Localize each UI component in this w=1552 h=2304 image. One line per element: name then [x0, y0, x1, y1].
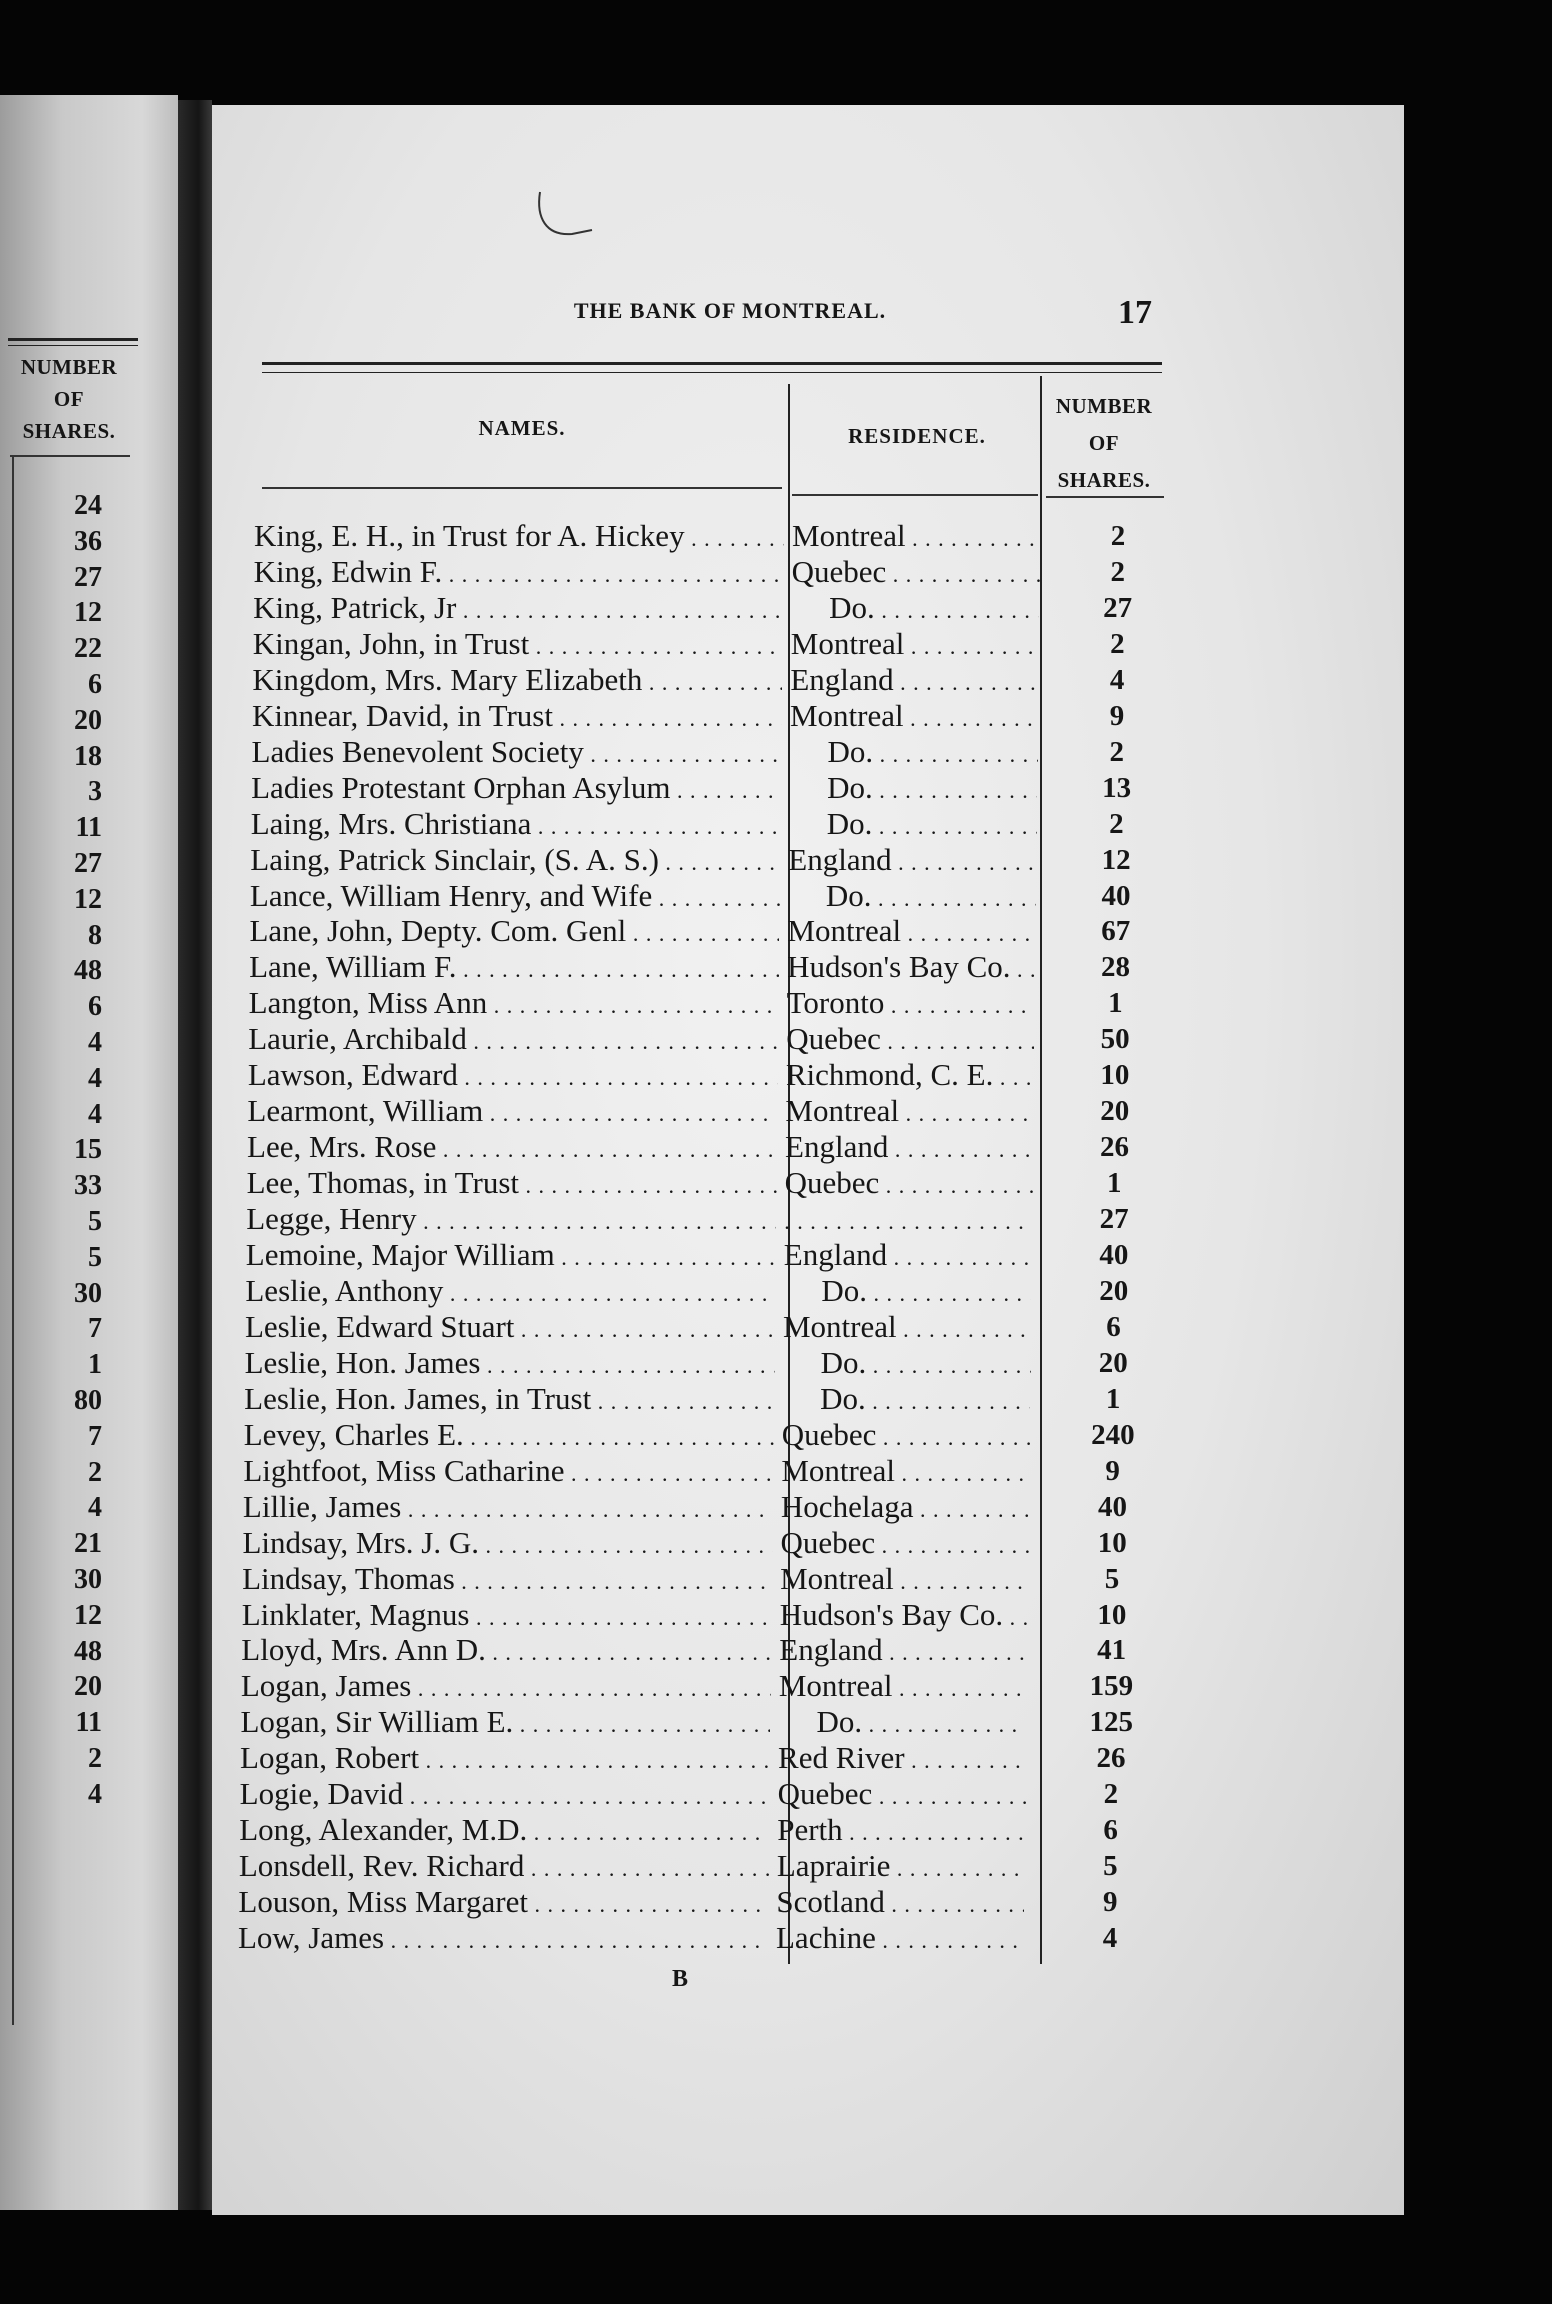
- shareholder-residence: [784, 1201, 1032, 1240]
- table-row: [0, 1453, 1200, 1489]
- table-row: [0, 1201, 1200, 1237]
- left-share-value: 12: [74, 1599, 102, 1631]
- left-share-value: 18: [74, 740, 102, 772]
- shareholder-shares: 4: [1109, 663, 1125, 696]
- left-share-value: 30: [74, 1564, 102, 1595]
- shareholder-residence: Do. . . .: [782, 1381, 1030, 1420]
- left-share-value: 4: [88, 1062, 102, 1094]
- shareholder-residence: Do. . . .: [790, 734, 1038, 773]
- shareholder-shares: 10: [1097, 1598, 1127, 1631]
- table-row: [0, 1668, 1200, 1704]
- table-row: [0, 1237, 1200, 1273]
- table-row: [0, 878, 1200, 914]
- shareholder-name: Lance, William Henry, and Wife . . .: [250, 878, 780, 917]
- table-row: [0, 1309, 1200, 1345]
- left-share-value: 4: [88, 1027, 102, 1058]
- shareholder-shares: 12: [1101, 843, 1131, 876]
- shareholder-shares: 2: [1109, 735, 1125, 768]
- shareholder-residence: Hudson's Bay Co. . . .: [780, 1597, 1028, 1636]
- table-row: [0, 662, 1200, 698]
- shareholder-name: Kinnear, David, in Trust . . .: [252, 698, 782, 737]
- table-row: [0, 1597, 1200, 1633]
- shareholder-residence: Do. . . .: [791, 590, 1039, 629]
- left-share-value: 21: [74, 1528, 102, 1560]
- shareholder-name: Leslie, Hon. James, in Trust . . .: [244, 1381, 774, 1420]
- shareholder-shares: 26: [1100, 1131, 1129, 1164]
- shareholder-name: Levey, Charles E. . . .: [244, 1417, 774, 1456]
- shareholder-residence: Hochelaga . . .: [781, 1489, 1029, 1528]
- shareholder-residence: Quebec . . .: [781, 1525, 1029, 1564]
- shareholder-residence: Montreal . . .: [792, 518, 1040, 557]
- table-row: [0, 1632, 1200, 1668]
- shareholder-shares: 40: [1099, 1239, 1129, 1271]
- left-share-value: 11: [75, 812, 102, 844]
- shareholder-residence: Do. . . .: [783, 1273, 1031, 1312]
- shareholder-shares: 2: [1110, 627, 1125, 660]
- shareholder-name: Logan, James . . .: [241, 1668, 771, 1707]
- left-share-value: 8: [88, 919, 102, 951]
- shareholder-name: Kingan, John, in Trust . . .: [253, 626, 783, 665]
- shareholder-name: Kingdom, Mrs. Mary Elizabeth . . .: [252, 662, 782, 701]
- shareholder-residence: Quebec . . .: [792, 554, 1040, 593]
- shareholder-name: Logan, Robert . . .: [240, 1740, 770, 1779]
- table-row: [0, 1525, 1200, 1561]
- table-row: [0, 518, 1200, 554]
- shareholder-name: Leslie, Edward Stuart . . .: [245, 1309, 775, 1348]
- shareholder-name: Louson, Miss Margaret . . .: [238, 1884, 768, 1923]
- shareholder-name: Lloyd, Mrs. Ann D. . . .: [241, 1632, 771, 1671]
- left-share-value: 11: [75, 1707, 102, 1739]
- shareholder-shares: 50: [1100, 1023, 1130, 1056]
- shareholder-residence: England . . .: [790, 662, 1038, 701]
- shareholder-shares: 67: [1101, 915, 1131, 948]
- shareholder-residence: Montreal . . .: [781, 1453, 1029, 1492]
- shareholder-residence: Montreal . . .: [783, 1309, 1031, 1348]
- shareholder-name: Lindsay, Mrs. J. G. . . .: [243, 1525, 773, 1564]
- shareholder-shares: 2: [1109, 807, 1124, 840]
- shareholder-residence: Quebec . . .: [778, 1776, 1026, 1815]
- shareholder-residence: Do. . . .: [778, 1704, 1026, 1743]
- pencil-mark-icon: [532, 188, 602, 248]
- shareholder-name: King, Patrick, Jr . . .: [253, 590, 783, 629]
- table-row: [0, 626, 1200, 662]
- shareholder-residence: England . . .: [779, 1632, 1027, 1671]
- table-row: [0, 1345, 1200, 1381]
- shareholder-residence: Do. . . .: [789, 806, 1037, 845]
- table-row: [0, 1165, 1200, 1201]
- left-share-value: 48: [74, 955, 102, 987]
- table-row: [0, 1129, 1200, 1165]
- left-share-value: 24: [74, 490, 102, 521]
- shareholder-name: Leslie, Anthony . . .: [245, 1273, 775, 1312]
- table-row: [0, 913, 1200, 949]
- table-top-rule-thin: [262, 372, 1162, 373]
- shareholder-shares: 10: [1100, 1059, 1130, 1092]
- shareholder-name: Logan, Sir William E. . . .: [240, 1704, 770, 1743]
- shareholder-shares: 20: [1098, 1346, 1128, 1379]
- shareholder-name: Lonsdell, Rev. Richard . . .: [239, 1848, 769, 1887]
- left-share-value: 4: [88, 1778, 102, 1810]
- shareholder-residence: Montreal . . .: [791, 626, 1039, 665]
- shareholder-shares: 1: [1108, 987, 1123, 1020]
- names-column-header: NAMES.: [478, 416, 566, 440]
- left-share-value: 27: [74, 561, 102, 593]
- residence-header-rule: [792, 494, 1038, 496]
- left-share-value: 27: [74, 848, 102, 879]
- shareholder-name: Low, James . . .: [238, 1920, 768, 1959]
- table-row: [0, 1273, 1200, 1309]
- shareholder-name: Langton, Miss Ann . . .: [249, 985, 779, 1024]
- shareholder-residence: Red River . . .: [778, 1740, 1026, 1779]
- shareholder-residence: Quebec . . .: [782, 1417, 1030, 1456]
- shareholder-shares: 20: [1100, 1095, 1130, 1128]
- left-header-rule-thin: [8, 345, 138, 346]
- shareholder-shares: 2: [1110, 520, 1126, 552]
- shareholder-name: Laurie, Archibald . . .: [248, 1021, 778, 1060]
- shareholder-residence: Montreal . . .: [790, 698, 1038, 737]
- shareholder-shares: 10: [1097, 1526, 1127, 1559]
- shareholder-name: Lee, Thomas, in Trust . . .: [247, 1165, 777, 1204]
- shareholder-residence: Quebec . . .: [785, 1165, 1033, 1204]
- shareholder-residence: Montreal . . .: [780, 1561, 1028, 1600]
- shareholder-shares: 20: [1099, 1274, 1129, 1307]
- left-share-value: 4: [88, 1098, 102, 1130]
- left-share-value: 6: [88, 991, 102, 1023]
- shareholder-residence: Quebec . . .: [786, 1021, 1034, 1060]
- shareholder-shares: 27: [1103, 591, 1133, 624]
- left-share-value: 33: [74, 1170, 102, 1202]
- shareholder-name: Leslie, Hon. James . . .: [245, 1345, 775, 1384]
- shareholder-name: Lillie, James . . .: [243, 1489, 773, 1528]
- table-row: [0, 1920, 1200, 1956]
- table-row: [0, 734, 1200, 770]
- shareholder-residence: Richmond, C. E. . . .: [786, 1057, 1034, 1096]
- shareholder-name: Lightfoot, Miss Catharine . . .: [243, 1453, 773, 1492]
- shareholder-name: Lawson, Edward . . .: [248, 1057, 778, 1096]
- shareholder-name: Ladies Benevolent Society . . .: [252, 734, 782, 773]
- shareholder-residence: England . . .: [788, 842, 1036, 881]
- shareholder-name: Laing, Mrs. Christiana . . .: [251, 806, 781, 845]
- shareholder-residence: Montreal . . .: [787, 913, 1035, 952]
- table-row: [0, 554, 1200, 590]
- table-row: [0, 1884, 1200, 1920]
- shareholder-residence: Laprairie . . .: [777, 1848, 1025, 1887]
- left-share-value: 36: [74, 525, 102, 557]
- table-row: [0, 590, 1200, 626]
- signature-mark: B: [672, 1966, 689, 1992]
- shareholder-shares: 9: [1109, 699, 1125, 732]
- shareholder-name: Laing, Patrick Sinclair, (S. A. S.) . . .: [250, 842, 780, 881]
- left-share-value: 15: [74, 1134, 102, 1166]
- shareholder-name: Lee, Mrs. Rose . . .: [247, 1129, 777, 1168]
- left-share-value: 4: [88, 1492, 102, 1524]
- table-row: [0, 1093, 1200, 1129]
- shareholder-residence: Perth . . .: [777, 1812, 1025, 1851]
- shareholder-residence: Hudson's Bay Co. . . .: [787, 949, 1035, 988]
- table-row: [0, 1812, 1200, 1848]
- table-row: [0, 1848, 1200, 1884]
- shareholder-shares: 5: [1103, 1850, 1118, 1883]
- left-share-value: 20: [74, 1671, 102, 1703]
- shareholder-residence: Montreal . . .: [785, 1093, 1033, 1132]
- table-row: [0, 770, 1200, 806]
- shareholder-shares: 5: [1104, 1562, 1120, 1595]
- shareholder-name: Learmont, William . . .: [247, 1093, 777, 1132]
- shareholder-shares: 9: [1105, 1454, 1120, 1487]
- shareholder-name: Legge, Henry . . .: [246, 1201, 776, 1240]
- shareholder-shares: 28: [1101, 951, 1131, 984]
- left-share-value: 48: [74, 1635, 102, 1667]
- table-row: [0, 1740, 1200, 1776]
- table-row: [0, 985, 1200, 1021]
- table-top-rule: [262, 362, 1162, 365]
- shares-column-header: NUMBER OF SHARES.: [1055, 394, 1153, 492]
- left-header-rule: [8, 338, 138, 341]
- shareholder-name: Lane, William F. . . .: [249, 949, 779, 988]
- left-share-value: 7: [88, 1420, 102, 1452]
- shareholder-shares: 159: [1089, 1670, 1134, 1703]
- shareholder-residence: England . . .: [785, 1129, 1033, 1168]
- left-share-value: 6: [88, 669, 102, 700]
- residence-column-header: RESIDENCE.: [848, 424, 986, 448]
- table-row: [0, 806, 1200, 842]
- shareholder-name: King, Edwin F. . . .: [254, 554, 784, 593]
- shareholder-name: Logie, David . . .: [240, 1776, 770, 1815]
- left-share-value: 80: [74, 1385, 102, 1416]
- shares-header-rule: [1046, 496, 1164, 498]
- shareholder-name: King, E. H., in Trust for A. Hickey . . .: [254, 518, 784, 557]
- left-share-value: 30: [74, 1277, 102, 1309]
- shareholder-name: Lemoine, Major William . . .: [246, 1237, 776, 1276]
- shareholder-name: Linklater, Magnus . . .: [242, 1597, 772, 1636]
- shareholder-shares: 27: [1099, 1203, 1129, 1236]
- shareholder-residence: Lachine . . .: [776, 1920, 1024, 1959]
- left-share-value: 2: [88, 1456, 102, 1488]
- table-row: [0, 1417, 1200, 1453]
- shareholder-name: Ladies Protestant Orphan Asylum . . .: [251, 770, 781, 809]
- table-row: [0, 1381, 1200, 1417]
- left-shares-column-header: NUMBER OF SHARES.: [20, 355, 118, 443]
- page-number: 17: [1118, 294, 1152, 331]
- left-share-value: 2: [88, 1743, 102, 1774]
- shareholder-shares: 2: [1103, 1778, 1119, 1811]
- shareholder-shares: 9: [1102, 1886, 1118, 1919]
- shareholder-shares: 1: [1107, 1167, 1122, 1200]
- shareholder-shares: 4: [1102, 1922, 1118, 1955]
- running-head: THE BANK OF MONTREAL.: [573, 298, 887, 323]
- table-row: [0, 1561, 1200, 1597]
- shareholder-shares: 40: [1101, 879, 1131, 912]
- left-share-value: 12: [74, 883, 102, 915]
- left-share-value: 12: [74, 597, 102, 629]
- shareholder-shares: 13: [1102, 771, 1132, 804]
- shareholder-name: Lane, John, Depty. Com. Genl . . .: [249, 913, 779, 952]
- table-row: [0, 1057, 1200, 1093]
- table-row: [0, 1489, 1200, 1525]
- shareholder-residence: Do. . . .: [788, 878, 1036, 917]
- shareholder-residence: Do. . . .: [789, 770, 1037, 809]
- table-row: [0, 698, 1200, 734]
- table-row: [0, 842, 1200, 878]
- shareholder-name: Long, Alexander, M.D. . . .: [239, 1812, 769, 1851]
- shareholder-residence: Scotland . . .: [776, 1884, 1024, 1923]
- shareholder-shares: 2: [1110, 555, 1126, 588]
- shareholder-shares: 40: [1097, 1490, 1127, 1523]
- shareholder-shares: 26: [1096, 1742, 1126, 1775]
- shareholder-residence: Do. . . .: [783, 1345, 1031, 1384]
- shareholder-shares: 125: [1089, 1706, 1133, 1739]
- left-share-value: 7: [88, 1313, 102, 1345]
- names-header-rule: [262, 487, 782, 489]
- left-share-value: 20: [74, 704, 102, 736]
- shareholder-residence: Toronto . . .: [787, 985, 1035, 1024]
- left-share-value: 5: [88, 1241, 102, 1273]
- left-share-value: 5: [88, 1206, 102, 1237]
- table-row: [0, 949, 1200, 985]
- left-share-value: 3: [88, 776, 102, 808]
- shareholder-residence: Montreal . . .: [779, 1668, 1027, 1707]
- left-share-value: 1: [88, 1349, 102, 1381]
- shareholder-shares: 6: [1106, 1310, 1121, 1343]
- shareholder-shares: 6: [1103, 1814, 1118, 1847]
- left-column-rule: [10, 455, 130, 457]
- shareholder-shares: 1: [1105, 1382, 1121, 1415]
- shareholder-shares: 240: [1091, 1418, 1135, 1451]
- table-row: [0, 1704, 1200, 1740]
- left-share-value: 22: [74, 633, 102, 665]
- shareholder-name: Lindsay, Thomas . . .: [242, 1561, 772, 1600]
- table-row: [0, 1021, 1200, 1057]
- table-row: [0, 1776, 1200, 1812]
- shareholder-residence: England . . .: [784, 1237, 1032, 1276]
- shareholder-shares: 41: [1097, 1634, 1127, 1667]
